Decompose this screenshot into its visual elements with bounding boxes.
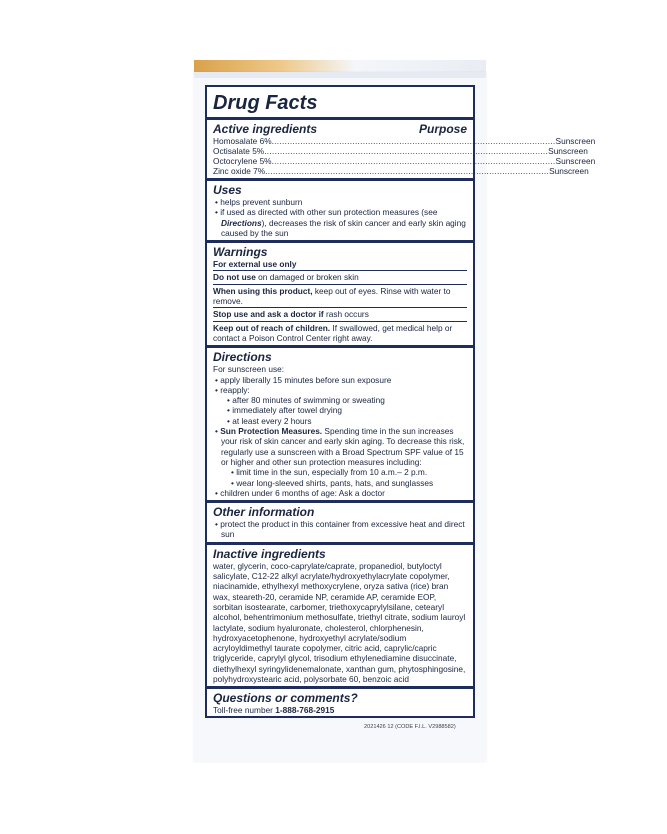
- directions-text: wear long-sleeved shirts, pants, hats, and sunglasses: [236, 477, 434, 488]
- product-code: 2021426 12 (CODE F.I.L. V2988582): [364, 724, 456, 730]
- warnings-stop-use: [213, 309, 467, 319]
- uses-bullet: • helps prevent sunburn: [215, 197, 303, 207]
- divider: [213, 321, 467, 322]
- ingredient-purpose: Sunscreen: [549, 166, 589, 176]
- warnings-external: [213, 259, 467, 269]
- do-not-use-text: on damaged or broken skin: [255, 272, 359, 283]
- ingredient-purpose: Sunscreen: [555, 156, 596, 166]
- ingredient-name: Zinc oxide 7%: [213, 166, 266, 176]
- divider-thick: [207, 117, 473, 120]
- other-information-text: protect the product in this container from excessive heat and direct sun: [220, 519, 465, 540]
- drug-facts-title: Drug Facts: [213, 92, 318, 114]
- directions-text: at least every 2 hours: [232, 415, 312, 426]
- directions-intro: For sunscreen use:: [213, 364, 285, 375]
- keep-out-text: If swallowed, get medical help or contact a Poison Control Center right away.: [213, 322, 453, 343]
- directions-bullet: • children under 6 months of age: Ask a doctor: [215, 487, 385, 498]
- leader-dots: .............................................................................................................: [264, 146, 549, 156]
- directions-text: immediately after towel drying: [232, 405, 342, 416]
- ingredient-name: Octisalate 5%: [213, 146, 265, 156]
- divider-thick: [207, 178, 473, 181]
- divider: [213, 270, 467, 271]
- warnings-when-using: [213, 286, 467, 307]
- when-using-label: When using this product,: [213, 285, 313, 296]
- warnings-keep-out: [213, 323, 467, 344]
- active-ingredient-row: [213, 146, 588, 156]
- ingredient-purpose: Sunscreen: [548, 146, 588, 156]
- toll-free-label: Toll-free number: [213, 705, 276, 716]
- warnings-heading: Warnings: [213, 245, 268, 260]
- divider-thick: [207, 542, 473, 545]
- sun-protection-label: Sun Protection Measures.: [220, 426, 323, 437]
- external-use-text: For external use only: [213, 259, 297, 270]
- directions-subbullet: • limit time in the sun, especially from 10 a.m.– 2 p.m.: [231, 467, 428, 478]
- directions-text: children under 6 months of age: Ask a doctor: [220, 487, 385, 498]
- directions-bullet: • reapply:: [215, 384, 250, 395]
- divider-thick: [207, 240, 473, 243]
- uses-text-2b: Directions: [221, 217, 262, 228]
- ingredient-name: Homosalate 6%: [213, 136, 272, 146]
- drug-facts-panel: [205, 85, 596, 718]
- stop-use-text: rash occurs: [323, 309, 369, 320]
- warnings-do-not-use: [213, 272, 467, 282]
- divider: [213, 284, 467, 285]
- ingredient-name: Octocrylene 5%: [213, 156, 272, 166]
- uses-heading: Uses: [213, 183, 242, 197]
- leader-dots: .............................................................................................................: [271, 156, 556, 166]
- divider-thick: [207, 500, 473, 503]
- sun-protection-text: Spending time in the sun increases your risk of skin cancer and early skin aging. To decrease this risk, regularly use a sunscreen with a Broad Spectrum SPF value of 15 or higher and other sun protection measures including:: [221, 426, 465, 467]
- active-ingredients-heading: Active ingredients: [213, 122, 318, 136]
- directions-bullet: • Sun Protection Measures. Spending time in the sun increases your risk of skin cancer and early skin aging. To decrease this risk, regularly use a sunscreen with a Broad Spectrum SPF value of 15 or higher and other sun protection measures including:: [215, 426, 465, 467]
- directions-text: apply liberally 15 minutes before sun exposure: [220, 374, 392, 385]
- directions-heading: Directions: [213, 350, 272, 365]
- directions-text: limit time in the sun, especially from 10 a.m.– 2 p.m.: [236, 467, 428, 478]
- uses-text-2a: if used as directed with other sun protection measures (see: [220, 207, 438, 218]
- directions-subbullet: • at least every 2 hours: [227, 415, 312, 426]
- directions-subbullet: • after 80 minutes of swimming or sweating: [227, 395, 385, 406]
- divider-thick: [207, 686, 473, 689]
- other-information-bullet: • protect the product in this container from excessive heat and direct sun: [215, 519, 465, 540]
- active-ingredient-row: [213, 156, 596, 166]
- purpose-heading: Purpose: [418, 122, 467, 136]
- when-using-text: keep out of eyes. Rinse with water to remove.: [213, 285, 451, 307]
- uses-text-1: helps prevent sunburn: [220, 197, 303, 207]
- divider: [213, 307, 467, 308]
- uses-text-2c: ), decreases the risk of skin cancer and early skin aging caused by the sun: [221, 217, 466, 238]
- directions-subbullet: • immediately after towel drying: [227, 405, 342, 416]
- toll-free-number: 1-888-768-2915: [275, 705, 335, 716]
- active-ingredient-row: [213, 166, 589, 176]
- directions-subbullet: • wear long-sleeved shirts, pants, hats, and sunglasses: [231, 477, 434, 488]
- stop-use-label: Stop use and ask a doctor if: [213, 309, 324, 320]
- do-not-use-label: Do not use: [213, 272, 256, 283]
- toll-free-line: [213, 705, 467, 715]
- inactive-ingredients-text: water, glycerin, coco-caprylate/caprate, propanediol, butyloctyl salicylate, C12-22 alkyl acrylate/hydroxyethylacrylate copolymer, niacinamide, ethylhexyl methoxycrylene, oryza sativa (rice) bran wax, steareth-20, ceramide NP, ceramide AP, ceramide EOP, sorbitan isostearate, carbomer, triethoxycaprylylsilane, cetearyl alcohol, behentrimonium methosulfate, triethyl citrate, sodium lauroyl lactylate, sodium hyaluronate, cholesterol, chlorphenesin, hydroxyacetophenone, hydroxyethyl acrylate/sodium acryloyldimethyl taurate copolymer, citric acid, caprylic/capric triglyceride, caprylyl glycol, trisodium ethylenediamine disuccinate, diethylhexyl syringylidenemalonate, xanthan gum, phytosphingosine, polyhydroxystearic acid, polysorbate 60, benzoic acid: [213, 560, 466, 684]
- inactive-ingredients-heading: Inactive ingredients: [213, 546, 326, 561]
- ingredient-purpose: Sunscreen: [555, 136, 596, 146]
- active-ingredients-header: [213, 122, 467, 136]
- keep-out-label: Keep out of reach of children.: [213, 322, 331, 333]
- directions-text: after 80 minutes of swimming or sweating: [232, 395, 385, 406]
- questions-heading: Questions or comments?: [213, 691, 358, 706]
- leader-dots: .............................................................................................................: [271, 136, 556, 146]
- other-information-heading: Other information: [213, 505, 315, 520]
- active-ingredient-row: [213, 136, 596, 146]
- directions-text: reapply:: [220, 384, 250, 395]
- active-ingredients-list: [213, 136, 596, 176]
- leader-dots: .............................................................................................................: [265, 166, 550, 176]
- directions-bullet: • apply liberally 15 minutes before sun exposure: [215, 374, 392, 385]
- uses-bullet: • if used as directed with other sun protection measures (see Directions), decreases the risk of skin cancer and early skin aging caused by the sun: [215, 207, 466, 238]
- box-top-strip: [194, 72, 486, 78]
- divider-thick: [207, 345, 473, 348]
